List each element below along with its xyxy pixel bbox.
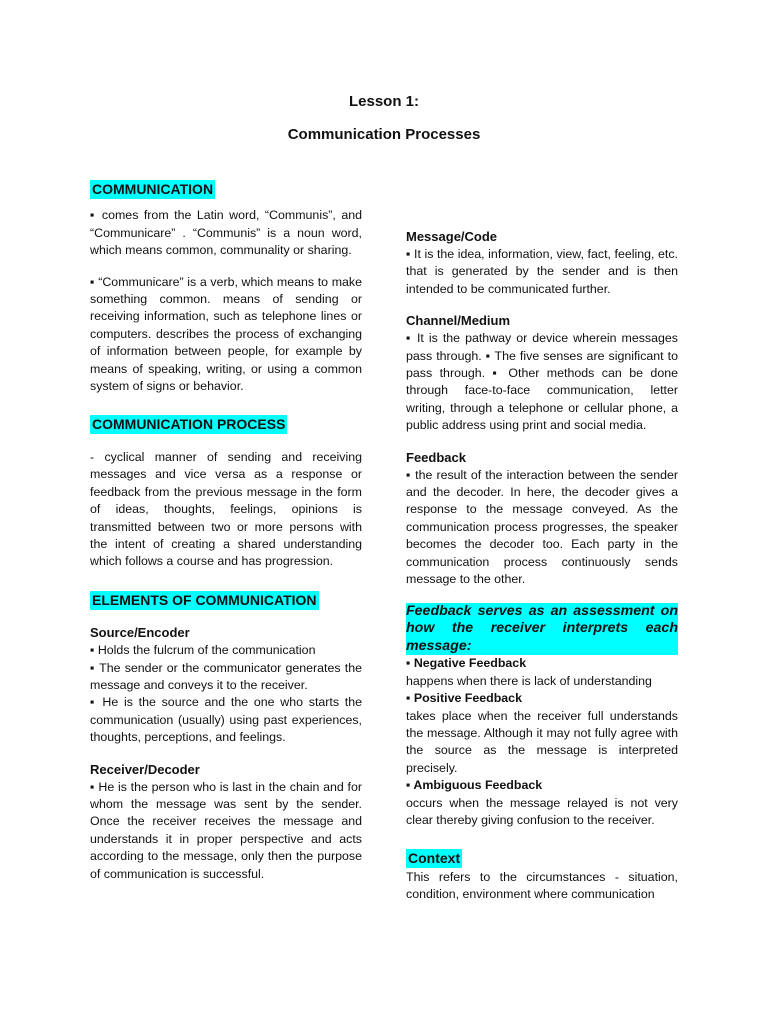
communication-paragraph-2: ▪ “Communicare” is a verb, which means to make something common. means of sending or receiving information, such as telephone lines or computers. describes the process of exchanging of information between people, for example by means of speaking, writing, or using a common system of signs or behavior. bbox=[90, 274, 362, 394]
feedback-title: Feedback bbox=[406, 449, 466, 465]
communication-process-paragraph: - cyclical manner of sending and receiving messages and vice versa as a response or feedback from the previous message in the form of ideas, thoughts, feelings, opinions is transmitted between two or more persons with the intent of creating a shared understanding which follows a course and has progression. bbox=[90, 449, 362, 569]
feedback-text: ▪ the result of the interaction between the sender and the decoder. In here, the decoder gives a response to the message conveyed. As the communication process progresses, the speaker becomes the decoder too. Each party in the communication process continuously sends message to the other. bbox=[406, 467, 678, 587]
communication-process-heading: COMMUNICATION PROCESS bbox=[92, 416, 286, 433]
source-encoder-title: Source/Encoder bbox=[90, 625, 190, 641]
source-line-3: ▪ He is the source and the one who starts the communication (usually) using past experiences, thoughts, perceptions, and feelings. bbox=[90, 695, 362, 745]
context-heading: Context bbox=[408, 850, 461, 867]
communication-paragraph-1: ▪ comes from the Latin word, “Communis”, and “Communicare” . “Communis” is a noun word, which means common, communality or sharing. bbox=[90, 208, 362, 258]
context-text: This refers to the circumstances - situation, condition, environment where communication bbox=[406, 869, 678, 902]
channel-medium-text: ▪ It is the pathway or device wherein messages pass through. ▪ The five senses are significant to pass through. ▪ Other methods can be done through face-to-face communication, letter writing, through a telephone or cellular phone, a public address using print and social media. bbox=[406, 331, 678, 433]
left-column bbox=[90, 180, 362, 883]
ambiguous-feedback-label: ▪ Ambiguous Feedback bbox=[406, 778, 543, 793]
negative-feedback-label: ▪ Negative Feedback bbox=[406, 656, 527, 671]
lesson-title: Communication Processes bbox=[287, 126, 481, 143]
positive-feedback-label: ▪ Positive Feedback bbox=[406, 691, 522, 706]
ambiguous-feedback-text: occurs when the message relayed is not very clear thereby giving confusion to the receiver. bbox=[406, 795, 678, 827]
right-column bbox=[406, 228, 678, 904]
message-code-text: ▪ It is the idea, information, view, fact, feeling, etc. that is generated by the sender and is then intended to be communicated further. bbox=[406, 247, 678, 296]
source-line-2: ▪ The sender or the communicator generates the message and conveys it to the receiver. bbox=[90, 660, 362, 692]
positive-feedback-text: takes place when the receiver full understands the message. Although it may not fully agree with the source as the message is interpreted precisely. bbox=[406, 708, 678, 775]
receiver-decoder-title: Receiver/Decoder bbox=[90, 761, 200, 777]
negative-feedback-text: happens when there is lack of understanding bbox=[406, 673, 652, 688]
channel-medium-title: Channel/Medium bbox=[406, 313, 511, 329]
message-code-title: Message/Code bbox=[406, 229, 498, 244]
communication-heading: COMMUNICATION bbox=[92, 181, 214, 197]
source-line-1: ▪ Holds the fulcrum of the communication bbox=[90, 643, 316, 658]
receiver-decoder-text: ▪ He is the person who is last in the chain and for whom the message was sent by the sender. Once the receiver receives the message and understands it in proper perspective and acts according to the message, only then the purpose of communication is successful. bbox=[90, 779, 362, 881]
title-block bbox=[0, 92, 768, 145]
lesson-number: Lesson 1: bbox=[348, 93, 420, 110]
feedback-assessment-highlight: Feedback serves as an assessment on how the receiver interprets each message: bbox=[406, 602, 678, 654]
elements-heading: ELEMENTS OF COMMUNICATION bbox=[92, 591, 317, 608]
